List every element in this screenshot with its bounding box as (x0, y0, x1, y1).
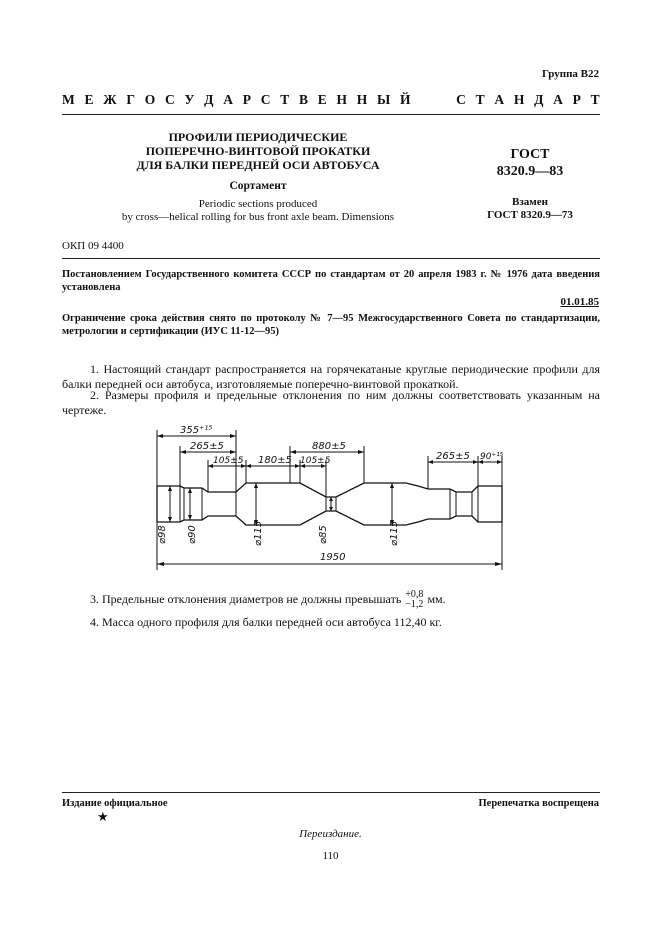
standard-heading-letter: В (298, 92, 308, 107)
dim-180: 180±5 (258, 455, 292, 466)
standard-heading-letter: Ж (103, 92, 117, 107)
dia-85: ⌀85 (318, 525, 329, 544)
dim-90: 90⁺¹⁵ (480, 452, 504, 462)
reprint-prohibited: Перепечатка воспрещена (478, 798, 599, 809)
header-rule (62, 114, 600, 115)
dia-90: ⌀90 (187, 525, 198, 544)
standard-heading-letter: Р (242, 92, 251, 107)
standard-heading-letter: У (184, 92, 195, 107)
paragraph-3-text: 3. Предельные отклонения диаметров не должны превышать (90, 591, 402, 606)
paragraph-3-unit: мм. (427, 591, 446, 606)
english-title (108, 198, 408, 224)
standard-heading-letter: А (223, 92, 233, 107)
standard-heading-letter: С (260, 92, 271, 107)
okp-rule (62, 258, 600, 259)
document-title (108, 130, 408, 172)
official-edition: Издание официальное (62, 798, 168, 809)
group-code: Группа В22 (541, 68, 599, 80)
dim-105-right: 105±5 (300, 456, 331, 466)
limitation-note: Ограничение срока действия снято по протоколу № 7—95 Межгосударственного Совета по стандартизации, метрологии и сертификации (ИУС 11-12—95) (62, 313, 600, 337)
replaces-number: ГОСТ 8320.9—73 (487, 209, 573, 221)
standard-heading-letter: Н (356, 92, 368, 107)
standard-heading (62, 92, 600, 108)
reprint-note: Переиздание. (299, 828, 362, 840)
footer-rule (62, 792, 600, 793)
profile-drawing (150, 420, 515, 580)
standard-heading-letter: А (494, 92, 505, 107)
standard-heading-letter: М (62, 92, 75, 107)
english-title-line: Periodic sections produced (198, 198, 318, 210)
english-title-line: by cross—helical rolling for bus front axle beam. Dimensions (121, 211, 395, 223)
title-line: ПОПЕРЕЧНО-ВИНТОВОЙ ПРОКАТКИ (145, 144, 371, 158)
tolerance-upper: +0,8 (405, 589, 424, 600)
replaces-label: Взамен (512, 196, 548, 208)
gost-designation (470, 146, 590, 180)
decree-text: Постановлением Государственного комитета СССР по стандартам от 20 апреля 1983 г. № 1976 дата введения установлена (62, 269, 600, 293)
tolerance-fraction (405, 590, 423, 610)
standard-heading-letter: Й (400, 92, 411, 107)
standard-heading-letter: Г (126, 92, 135, 107)
decree-date: 01.01.85 (560, 296, 599, 308)
tolerance-lower: −1,2 (405, 599, 424, 610)
standard-heading-letter: А (553, 92, 563, 107)
dim-total-length: 1950 (320, 552, 346, 563)
standard-heading-letter: Е (317, 92, 327, 107)
dim-355: 355⁺¹⁵ (180, 425, 213, 436)
standard-heading-letter: Ы (377, 92, 391, 107)
title-line: ДЛЯ БАЛКИ ПЕРЕДНЕЙ ОСИ АВТОБУСА (136, 158, 380, 172)
document-subtitle: Сортамент (229, 180, 287, 192)
dim-265-right: 265±5 (436, 451, 470, 462)
standard-heading-letter: Д (204, 92, 214, 107)
dia-115-left: ⌀115 (253, 520, 264, 546)
gost-label: ГОСТ (510, 147, 550, 162)
paragraph-4: 4. Масса одного профиля для балки передней оси автобуса 112,40 кг. (90, 615, 442, 629)
standard-heading-letter: Т (475, 92, 485, 107)
standard-heading-letter: Н (336, 92, 348, 107)
title-line: ПРОФИЛИ ПЕРИОДИЧЕСКИЕ (168, 130, 348, 144)
paragraph-2: 2. Размеры профиля и предельные отклонения по ним должны соответствовать указанным на чертеже. (62, 388, 600, 417)
dia-115-right: ⌀115 (389, 520, 400, 546)
okp-code: ОКП 09 4400 (62, 240, 124, 252)
standard-heading-letter: Т (590, 92, 600, 107)
dia-98: ⌀98 (157, 525, 168, 544)
gost-replaces (470, 196, 590, 222)
standard-heading-letter: О (144, 92, 156, 107)
dim-105-left: 105±5 (213, 456, 244, 466)
standard-heading-letter: Д (534, 92, 544, 107)
page-number: 110 (322, 850, 339, 862)
standard-heading-letter: С (164, 92, 175, 107)
standard-heading-letter: Р (572, 92, 581, 107)
paragraph-1: 1. Настоящий стандарт распространяется на горячекатаные круглые периодические профили для балки передней оси автобуса, изготовляемые поперечно-винтовой прокаткой. (62, 362, 600, 391)
standard-heading-letter: С (456, 92, 466, 107)
star-icon: ★ (97, 809, 109, 824)
gost-number: 8320.9—83 (496, 164, 564, 179)
standard-heading-letter: Е (84, 92, 94, 107)
standard-heading-letter: Н (513, 92, 525, 107)
paragraph-3 (90, 590, 446, 610)
dim-265-left: 265±5 (190, 441, 224, 452)
standard-heading-letter: Т (280, 92, 290, 107)
standard-heading-gap (420, 92, 446, 108)
dim-880: 880±5 (312, 441, 346, 452)
